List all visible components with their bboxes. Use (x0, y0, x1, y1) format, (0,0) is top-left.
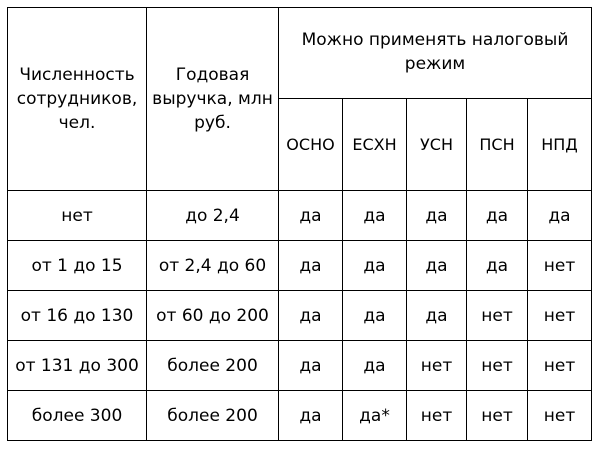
regime-header-osno: ОСНО (279, 99, 343, 191)
table-row (8, 191, 592, 241)
regime-header-psn: ПСН (467, 99, 528, 191)
regime-header-npd: НПД (528, 99, 592, 191)
regime-cell: да* (343, 391, 407, 441)
regime-cell: да (279, 191, 343, 241)
regime-cell: да (467, 191, 528, 241)
revenue-cell: от 2,4 до 60 (147, 241, 279, 291)
regime-cell: да (407, 241, 467, 291)
regime-cell: да (279, 341, 343, 391)
regime-cell: нет (528, 391, 592, 441)
employees-cell: нет (8, 191, 147, 241)
employees-header: Численность сотрудников, чел. (8, 8, 147, 191)
regime-cell: нет (467, 341, 528, 391)
regime-cell: да (528, 191, 592, 241)
revenue-cell: до 2,4 (147, 191, 279, 241)
regime-cell: да (279, 241, 343, 291)
tax-regime-table (7, 7, 592, 441)
revenue-header: Годовая выручка, млн руб. (147, 8, 279, 191)
table-row (8, 391, 592, 441)
regime-cell: нет (467, 291, 528, 341)
employees-cell: более 300 (8, 391, 147, 441)
regime-cell: нет (467, 391, 528, 441)
regime-cell: нет (407, 341, 467, 391)
regime-cell: да (343, 241, 407, 291)
regime-cell: да (343, 341, 407, 391)
regime-cell: да (279, 391, 343, 441)
revenue-cell: от 60 до 200 (147, 291, 279, 341)
regime-cell: да (279, 291, 343, 341)
regime-cell: да (467, 241, 528, 291)
table-row (8, 241, 592, 291)
tax-regime-group-header: Можно применять налоговый режим (279, 8, 592, 99)
revenue-cell: более 200 (147, 341, 279, 391)
regime-cell: да (343, 291, 407, 341)
header-row-top (8, 8, 592, 99)
regime-header-usn: УСН (407, 99, 467, 191)
regime-cell: нет (528, 291, 592, 341)
revenue-cell: более 200 (147, 391, 279, 441)
regime-cell: нет (407, 391, 467, 441)
table-row (8, 291, 592, 341)
regime-cell: нет (528, 341, 592, 391)
employees-cell: от 1 до 15 (8, 241, 147, 291)
regime-header-eskhn: ЕСХН (343, 99, 407, 191)
employees-cell: от 131 до 300 (8, 341, 147, 391)
regime-cell: да (407, 291, 467, 341)
regime-cell: да (343, 191, 407, 241)
employees-cell: от 16 до 130 (8, 291, 147, 341)
regime-cell: да (407, 191, 467, 241)
table-row (8, 341, 592, 391)
regime-cell: нет (528, 241, 592, 291)
